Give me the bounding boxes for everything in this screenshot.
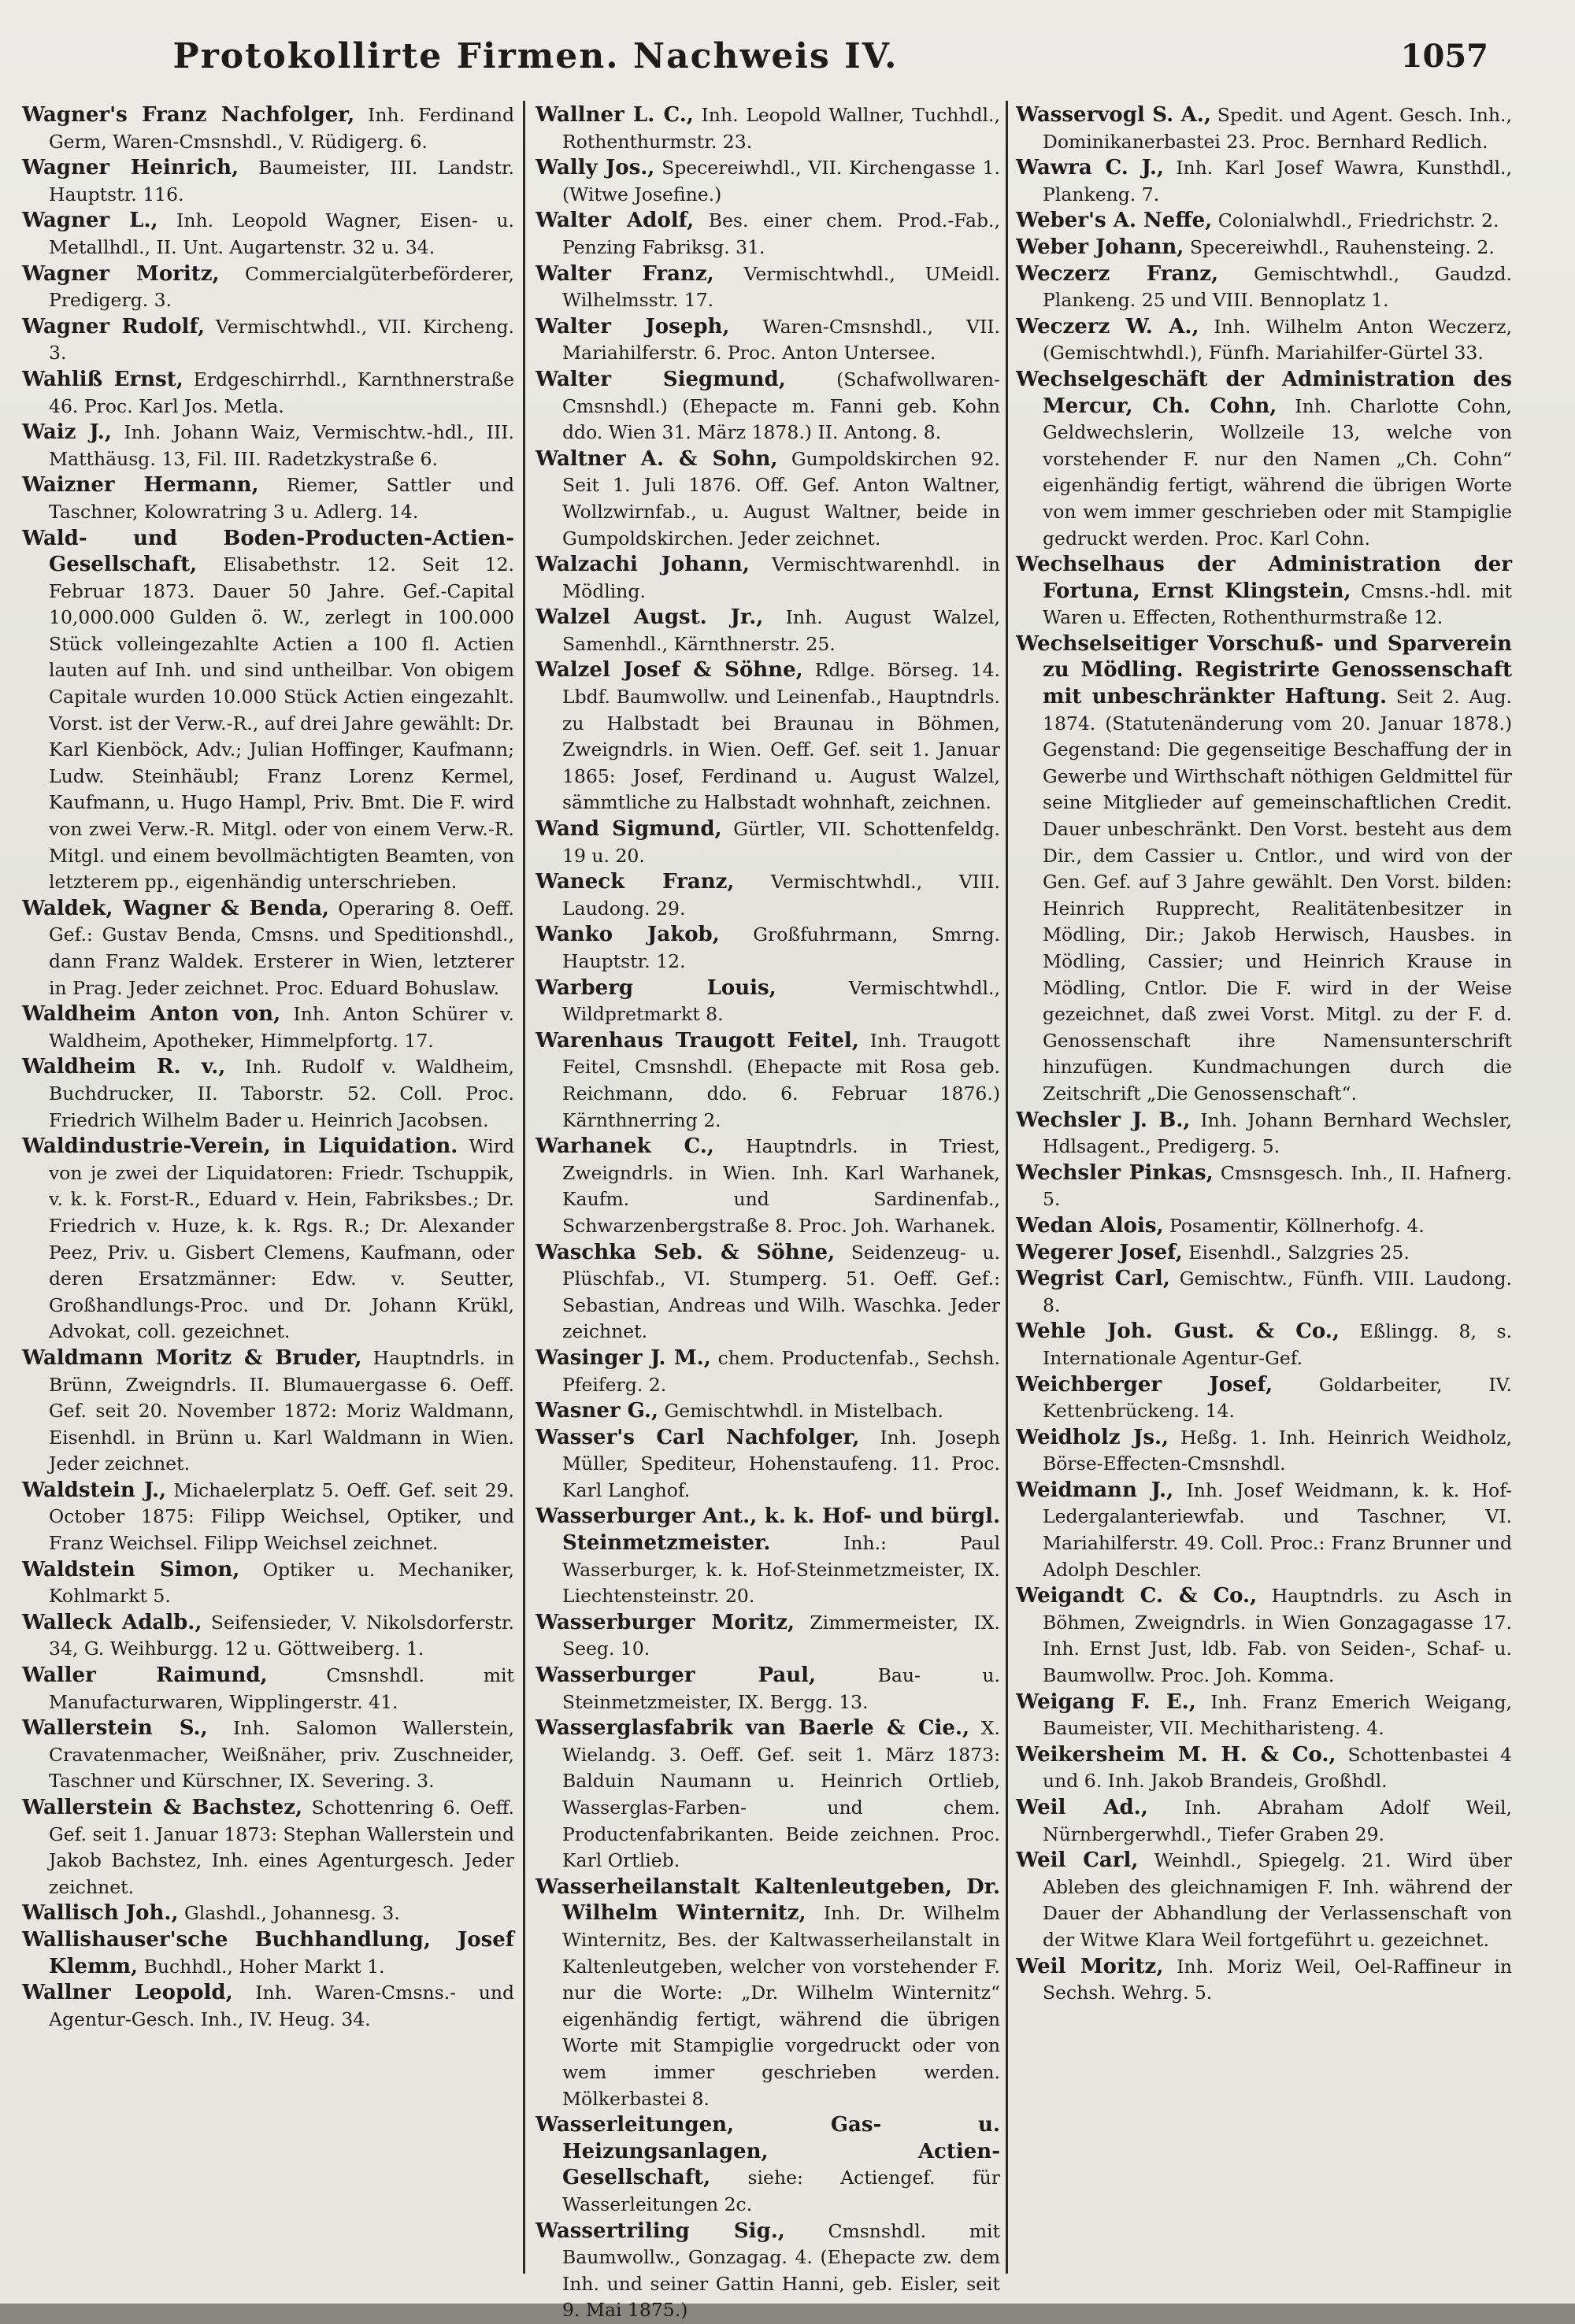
directory-entry	[1016, 1240, 1512, 1267]
directory-entry	[22, 1557, 514, 1610]
firm-name: Walter Siegmund,	[536, 367, 786, 391]
column-3	[1016, 102, 1512, 2275]
directory-entry	[1016, 314, 1512, 367]
column-divider	[523, 101, 525, 2274]
directory-entry	[536, 1874, 1000, 2112]
directory-entry	[1016, 208, 1512, 235]
firm-details: Bes. einer chem. Prod.-Fab., Penzing Fabriksg. 31.	[562, 209, 1000, 258]
firm-details: Operaring 8. Oeff. Gef.: Gustav Benda, Cmsns. und Speditionshdl., dann Franz Waldek. Ersterer in Wien, letzterer in Prag. Jeder zeichnet. Proc. Eduard Bohuslaw.	[49, 897, 514, 999]
firm-name: Walzachi Johann,	[536, 553, 750, 577]
directory-entry	[536, 1134, 1000, 1239]
firm-details: Inh. Franz Emerich Weigang, Baumeister, VII. Mechitharisteng. 4.	[1043, 1690, 1512, 1740]
directory-entry	[22, 1663, 514, 1715]
firm-name: Weil Ad.,	[1016, 1796, 1148, 1819]
firm-name: Wagner's Franz Nachfolger,	[22, 103, 355, 127]
directory-entry	[536, 657, 1000, 816]
firm-name: Waldstein J.,	[22, 1478, 167, 1502]
firm-name: Weichberger Josef,	[1016, 1372, 1273, 1397]
directory-entry	[1016, 261, 1512, 314]
firm-name: Weil Moritz,	[1016, 1954, 1164, 1978]
firm-name: Waldheim Anton von,	[22, 1002, 281, 1027]
firm-details: Inh. Johann Waiz, Vermischtw.-hdl., III. Matthäusg. 13, Fil. III. Radetzkystraße 6.	[49, 421, 514, 470]
directory-entry	[22, 1134, 514, 1345]
directory-entry	[1016, 1583, 1512, 1689]
firm-name: Wallerstein S.,	[22, 1716, 208, 1741]
directory-entry	[22, 314, 514, 367]
firm-name: Weidholz Js.,	[1016, 1425, 1169, 1449]
firm-name: Wasserburger Ant., k. k. Hof- und bürgl. Steinmetzmeister.	[536, 1504, 1000, 1556]
firm-name: Wasserburger Paul,	[536, 1663, 817, 1688]
firm-name: Wallner Leopold,	[22, 1981, 233, 2005]
firm-name: Weigandt C. & Co.,	[1016, 1584, 1258, 1608]
firm-name: Wasserleitungen, Gas- u. Heizungsanlagen, Actien-Gesellschaft,	[536, 2113, 1000, 2190]
directory-entry	[22, 472, 514, 525]
firm-details: Seit 2. Aug. 1874. (Statutenänderung vom 20. Januar 1878.) Gegenstand: Die gegenseitige Beschaffung der in Gewerbe und Wirthschaft nöthigen Geldmittel für seine Mitglieder auf gemeinschaftlichen Credit. Dauer unbeschränkt. Den Vorst. besteht aus dem Dir., dem Cassier u. Cntlor., und wird von der Gen. Gef. auf 3 Jahre gewählt. Den Vorst. bilden: Heinrich Rupprecht, Realitätenbesitzer in Mödling, Dir.; Jakob Herwisch, Hausbes. in Mödling, Cassier; und Heinrich Krause in Mödling, Cntlor. Die F. wird in der Weise gezeichnet, daß zwei Vorst. Mitgl. zu der F. d. Genossenschaft ihre Namensunterschrift hinzufügen. Kundmachungen durch die Zeitschrift „Die Genossenschaft“.	[1043, 686, 1512, 1105]
firm-details: Riemer, Sattler und Taschner, Kolowratring 3 u. Adlerg. 14.	[49, 474, 514, 523]
firm-details: Cmsns.-hdl. mit Waren u. Effecten, Rothenthurmstraße 12.	[1043, 579, 1513, 629]
directory-entry	[1016, 631, 1512, 1108]
directory-entry	[536, 1028, 1000, 1134]
firm-details: Buchhdl., Hoher Markt 1.	[138, 1955, 385, 1978]
directory-entry	[536, 208, 1000, 261]
firm-name: Wechselseitiger Vorschuß- und Sparverein zu Mödling. Registrirte Genossenschaft mit unbeschränkter Haftung.	[1016, 631, 1512, 709]
directory-entry	[536, 261, 1000, 314]
column-divider	[1006, 101, 1008, 2274]
firm-details: Schottenbastei 4 und 6. Inh. Jakob Brandeis, Großhdl.	[1043, 1743, 1512, 1793]
firm-details: Inh. Traugott Feitel, Cmsnshdl. (Ehepacte mit Rosa geb. Reichmann, ddo. 6. Februar 1876.) Kärnthnerring 2.	[562, 1029, 1000, 1131]
directory-entry	[1016, 1689, 1512, 1742]
directory-entry	[536, 314, 1000, 367]
firm-details: Bau- u. Steinmetzmeister, IX. Bergg. 13.	[562, 1664, 1000, 1713]
directory-entry	[1016, 1954, 1512, 2007]
firm-name: Weigang F. E.,	[1016, 1689, 1196, 1714]
firm-details: Goldarbeiter, IV. Kettenbrückeng. 14.	[1043, 1373, 1512, 1423]
directory-entry	[1016, 1319, 1512, 1371]
directory-entry	[536, 1504, 1000, 1609]
firm-name: Wagner Rudolf,	[22, 314, 206, 339]
firm-details: Gürtler, VII. Schottenfeldg. 19 u. 20.	[562, 818, 1000, 867]
firm-details: Gemischtw., Fünfh. VIII. Laudong. 8.	[1043, 1267, 1512, 1316]
firm-details: Elisabethstr. 12. Seit 12. Februar 1873. Dauer 50 Jahre. Gef.-Capital 10,000.000 Gulden ö. W., zerlegt in 100.000 Stück volleingezahlte Actien a 100 fl. Actien lauten auf Inh. und sind untheilbar. Von obigem Capitale wurden 10.000 Stück Actien eingezahlt. Vorst. ist der Verw.-R., auf drei Jahre gewählt: Dr. Karl Kienböck, Adv.; Julian Hoffinger, Kaufmann; Ludw. Steinhäubl; Franz Lorenz Kermel, Kaufmann, u. Hugo Hampl, Priv. Bmt. Die F. wird von zwei Verw.-R. Mitgl. oder von einem Verw.-R. Mitgl. und einem bevollmächtigten Beamten, von letzterem pp., eigenhändig unterschrieben.	[49, 553, 514, 894]
firm-name: Waschka Seb. & Söhne,	[536, 1240, 836, 1264]
firm-name: Waldek, Wagner & Benda,	[22, 896, 329, 920]
directory-entry	[22, 155, 514, 208]
firm-details: Hauptndrls. in Brünn, Zweigndrls. II. Blumauergasse 6. Oeff. Gef. seit 20. November 1872: Moriz Waldmann, Eisenhdl. in Brünn u. Karl Waldmann in Wien. Jeder zeichnet.	[49, 1346, 514, 1475]
directory-entry	[22, 261, 514, 314]
directory-entry	[1016, 367, 1512, 552]
directory-entry	[536, 155, 1000, 208]
firm-name: Wagner L.,	[22, 209, 158, 233]
firm-details: Inh. Salomon Wallerstein, Cravatenmacher, Weißnäher, priv. Zuschneider, Taschner und Kürschner, IX. Severing. 3.	[49, 1717, 514, 1793]
firm-name: Weber Johann,	[1016, 235, 1184, 259]
directory-entry	[1016, 1108, 1512, 1160]
directory-entry	[22, 102, 514, 155]
firm-details: Inh. Josef Weidmann, k. k. Hof-Ledergalanteriewfab. und Taschner, VI. Mariahilferstr. 49. Coll. Proc.: Franz Brunner und Adolph Deschler.	[1043, 1478, 1513, 1581]
firm-name: Walzel Josef & Söhne,	[536, 658, 803, 683]
firm-name: Waldheim R. v.,	[22, 1055, 226, 1079]
firm-name: Weczerz Franz,	[1016, 261, 1219, 286]
firm-details: Specereiwhdl., VII. Kirchengasse 1. (Witwe Josefine.)	[562, 157, 1000, 205]
firm-name: Warenhaus Traugott Feitel,	[536, 1028, 859, 1053]
firm-name: Wegerer Josef,	[1016, 1240, 1183, 1264]
firm-name: Weikersheim M. H. & Co.,	[1016, 1742, 1336, 1767]
directory-entry	[1016, 102, 1512, 155]
directory-entry	[22, 1345, 514, 1478]
firm-details: Zimmermeister, IX. Seeg. 10.	[562, 1611, 1001, 1660]
directory-entry	[536, 552, 1000, 605]
firm-details: Vermischtwarenhdl. in Mödling.	[562, 553, 1000, 602]
directory-entry	[1016, 1848, 1512, 1953]
firm-details: Inh. Ferdinand Germ, Waren-Cmsnshdl., V. Rüdigerg. 6.	[49, 104, 514, 153]
firm-details: Optiker u. Mechaniker, Kohlmarkt 5.	[49, 1558, 514, 1608]
firm-name: Wawra C. J.,	[1016, 156, 1164, 180]
firm-details: Hauptndrls. in Triest, Zweigndrls. in Wien. Inh. Karl Warhanek, Kaufm. und Sardinenfab., Schwarzenbergstraße 8. Proc. Joh. Warhanek.	[562, 1135, 1000, 1237]
directory-entry	[22, 208, 514, 261]
firm-details: Hauptndrls. zu Asch in Böhmen, Zweigndrls. in Wien Gonzagagasse 17. Inh. Ernst Just, ldb. Fab. von Seiden-, Schaf- u. Baumwollw. Proc. Joh. Komma.	[1043, 1585, 1512, 1687]
directory-entry	[22, 896, 514, 1001]
firm-name: Weil Carl,	[1016, 1848, 1139, 1873]
directory-entry	[22, 526, 514, 896]
firm-details: Vermischtwhdl., UMeidl. Wilhelmsstr. 17.	[562, 262, 1001, 312]
directory-entry	[22, 420, 514, 472]
firm-name: Wasser's Carl Nachfolger,	[536, 1425, 860, 1449]
directory-entry	[1016, 1425, 1512, 1478]
firm-name: Warhanek C.,	[536, 1134, 714, 1159]
firm-details: Gumpoldskirchen 92. Seit 1. Juli 1876. Off. Gef. Anton Waltner, Wollzwirnfab., u. August Waltner, beide in Gumpoldskirchen. Jeder zeichnet.	[562, 447, 1000, 550]
firm-name: Weber's A. Neffe,	[1016, 209, 1213, 233]
firm-name: Wechsler Pinkas,	[1016, 1160, 1214, 1185]
firm-details: Inh. Karl Josef Wawra, Kunsthdl., Plankeng. 7.	[1043, 157, 1512, 205]
firm-details: Posamentir, Köllnerhofg. 4.	[1163, 1214, 1425, 1237]
firm-details: Colonialwhdl., Friedrichstr. 2.	[1212, 209, 1499, 232]
firm-name: Wallishauser'sche Buchhandlung, Josef Klemm,	[22, 1927, 514, 1978]
directory-entry	[22, 1795, 514, 1900]
firm-details: Inh. Charlotte Cohn, Geldwechslerin, Wollzeile 13, welche von vorstehender F. nur den Namen „Ch. Cohn“ eigenhändig fertigt, während die übrigen Worte von wem immer geschrieben oder mit Stampiglie gedruckt werden. Proc. Karl Cohn.	[1043, 394, 1512, 550]
firm-name: Wanko Jakob,	[536, 923, 720, 947]
firm-name: Wegrist Carl,	[1016, 1267, 1170, 1291]
column-2	[536, 102, 1001, 2322]
directory-entry	[536, 1715, 1000, 1874]
firm-name: Weidmann J.,	[1016, 1478, 1174, 1502]
directory-entry	[536, 1425, 1000, 1504]
firm-details: Wird von je zwei der Liquidatoren: Friedr. Tschuppik, v. k. k. Forst-R., Eduard v. Hein, Fabriksbes.; Dr. Friedrich v. Huze, k. k. Rgs. R.; Dr. Alexander Peez, Priv. u. Gisbert Clemens, Kaufmann, oder deren Ersatzmänner: Edw. v. Seutter, Großhandlungs-Proc. und Dr. Johann Krükl, Advokat, coll. gezeichnet.	[49, 1135, 514, 1343]
directory-entry	[536, 1398, 1000, 1425]
firm-name: Wahliß Ernst,	[22, 367, 183, 391]
directory-entry	[22, 367, 514, 420]
directory-entry	[536, 975, 1000, 1028]
column-1	[22, 102, 514, 2275]
firm-details: Michaelerplatz 5. Oeff. Gef. seit 29. October 1875: Filipp Weichsel, Optiker, und Franz Weichsel. Filipp Weichsel zeichnet.	[49, 1478, 514, 1555]
page-number: 1057	[1400, 38, 1488, 75]
firm-details: Großfuhrmann, Smrng. Hauptstr. 12.	[562, 923, 1000, 972]
firm-details: Inh. Wilhelm Anton Weczerz, (Gemischtwhdl.), Fünfh. Mariahilfer-Gürtel 33.	[1043, 315, 1512, 365]
firm-details: Glashdl., Johannesg. 3.	[178, 1902, 400, 1925]
firm-details: Erdgeschirrhdl., Karnthnerstraße 46. Proc. Karl Jos. Metla.	[49, 368, 514, 417]
directory-entry	[536, 2219, 1000, 2324]
firm-name: Wechselhaus der Administration der Fortuna, Ernst Klingstein,	[1016, 553, 1512, 603]
firm-details: Vermischtwhdl., VIII. Laudong. 29.	[562, 871, 1000, 920]
firm-details: Inh. Johann Bernhard Wechsler, Hdlsagent., Predigerg. 5.	[1043, 1108, 1512, 1158]
firm-details: Inh. August Walzel, Samenhdl., Kärnthnerstr. 25.	[562, 606, 1001, 655]
firm-name: Wallner L. C.,	[536, 103, 694, 127]
firm-details: Gemischtwhdl., Gaudzd. Plankeng. 25 und VIII. Bennoplatz 1.	[1043, 262, 1513, 312]
directory-entry	[1016, 1213, 1512, 1240]
firm-details: Spedit. und Agent. Gesch. Inh., Dominikanerbastei 23. Proc. Bernhard Redlich.	[1043, 104, 1512, 153]
firm-details: (Schafwollwaren-Cmsnshdl.) (Ehepacte m. Fanni geb. Kohn ddo. Wien 31. März 1878.) II. Antong. 8.	[562, 368, 1000, 444]
firm-name: Wallerstein & Bachstez,	[22, 1796, 303, 1819]
firm-name: Wasserheilanstalt Kaltenleutgeben, Dr. Wilhelm Winternitz,	[536, 1874, 1000, 1926]
firm-details: chem. Productenfab., Sechsh. Pfeiferg. 2.	[562, 1346, 1000, 1396]
directory-entry	[536, 1345, 1000, 1398]
firm-name: Waller Raimund,	[22, 1663, 268, 1688]
firm-name: Wand Sigmund,	[536, 817, 722, 842]
directory-entry	[1016, 1478, 1512, 1583]
firm-details: Vermischtwhdl., VII. Kircheng. 3.	[49, 315, 514, 365]
directory-entry	[536, 446, 1000, 552]
directory-entry	[22, 1478, 514, 1557]
firm-name: Waldstein Simon,	[22, 1557, 240, 1582]
firm-name: Wassertriling Sig.,	[536, 2219, 785, 2243]
firm-name: Walter Adolf,	[536, 209, 695, 233]
firm-name: Wechselgeschäft der Administration des Mercur, Ch. Cohn,	[1016, 367, 1512, 418]
directory-entry	[1016, 1372, 1512, 1425]
firm-name: Wagner Moritz,	[22, 261, 220, 286]
directory-entry	[536, 869, 1000, 922]
firm-details: Weinhdl., Spiegelg. 21. Wird über Ableben des gleichnamigen F. Inh. während der Dauer der Abhandlung der Verlassenschaft von der Witwe Klara Weil fortgeführt u. gezeichnet.	[1043, 1849, 1512, 1951]
directory-entry	[536, 1240, 1000, 1345]
firm-details: Schottenring 6. Oeff. Gef. seit 1. Januar 1873: Stephan Wallerstein und Jakob Bachstez, Inh. eines Agenturgesch. Jeder zeichnet.	[49, 1797, 515, 1898]
directory-entry	[1016, 1160, 1512, 1213]
firm-name: Waltner A. & Sohn,	[536, 446, 778, 471]
directory-entry	[22, 1001, 514, 1054]
firm-details: Seidenzeug- u. Plüschfab., VI. Stumperg. 51. Oeff. Gef.: Sebastian, Andreas und Wilh. Waschka. Jeder zeichnet.	[562, 1241, 1001, 1343]
firm-name: Wasserburger Moritz,	[536, 1610, 795, 1634]
directory-entry	[1016, 1742, 1512, 1795]
firm-details: Rdlge. Börseg. 14. Lbdf. Baumwollw. und Leinenfab., Hauptndrls. zu Halbstadt bei Braunau in Böhmen, Zweigndrls. in Wien. Oeff. Gef. seit 1. Januar 1865: Josef, Ferdinand u. August Walzel, sämmtliche zu Halbstadt wohnhaft, zeichnen.	[562, 659, 1000, 814]
directory-entry	[1016, 155, 1512, 208]
directory-entry	[536, 2112, 1000, 2218]
firm-details: Seifensieder, V. Nikolsdorferstr. 34, G. Weihburgg. 12 u. Göttweiberg. 1.	[49, 1611, 514, 1660]
firm-name: Wasner G.,	[536, 1399, 658, 1423]
firm-details: Specereiwhdl., Rauhensteing. 2.	[1184, 235, 1495, 258]
firm-name: Waizner Hermann,	[22, 473, 259, 498]
firm-name: Waiz J.,	[22, 420, 112, 445]
directory-entry	[22, 1610, 514, 1663]
directory-entry	[22, 1054, 514, 1134]
directory-entry	[22, 1980, 514, 2033]
firm-details: Inh. Rudolf v. Waldheim, Buchdrucker, II. Taborstr. 52. Coll. Proc. Friedrich Wilhelm Bader u. Heinrich Jacobsen.	[49, 1056, 514, 1131]
directory-entry	[1016, 235, 1512, 261]
firm-details: Cmsnshdl. mit Manufacturwaren, Wipplingerstr. 41.	[49, 1664, 515, 1713]
firm-details: Inh. Leopold Wagner, Eisen- u. Metallhdl., II. Unt. Augartenstr. 32 u. 34.	[49, 209, 515, 258]
firm-details: Inh. Anton Schürer v. Waldheim, Apotheker, Himmelpfortg. 17.	[49, 1003, 514, 1052]
page-header	[0, 36, 1575, 83]
firm-details: Inh. Dr. Wilhelm Winternitz, Bes. der Kaltwasserheilanstalt in Kaltenleutgeben, welcher von vorstehender F. nur die Worte: „Dr. Wilhelm Winternitz“ eigenhändig fertigt, während die übrigen Worte mit Stampiglie vorgedruckt oder von wem immer geschrieben werden. Mölkerbastei 8.	[562, 1902, 1001, 2110]
firm-details: Cmsnsgesch. Inh., II. Hafnerg. 5.	[1043, 1161, 1512, 1211]
firm-details: Waren-Cmsnshdl., VII. Mariahilferstr. 6. Proc. Anton Untersee.	[562, 315, 1000, 365]
directory-entry	[536, 922, 1000, 975]
firm-name: Wasinger J. M.,	[536, 1345, 711, 1370]
firm-name: Wedan Alois,	[1016, 1213, 1164, 1238]
directory-entry	[536, 605, 1000, 657]
directory-entry	[536, 816, 1000, 869]
firm-name: Waldindustrie-Verein, in Liquidation.	[22, 1134, 458, 1159]
firm-name: Warberg Louis,	[536, 975, 776, 1000]
firm-details: Inh. Waren-Cmsns.- und Agentur-Gesch. Inh., IV. Heug. 34.	[49, 1982, 515, 2030]
directory-entry	[536, 367, 1000, 446]
firm-details: Vermischtwhdl., Wildpretmarkt 8.	[562, 976, 1000, 1026]
firm-name: Walleck Adalb.,	[22, 1610, 202, 1634]
directory-entry	[536, 102, 1000, 155]
directory-entry	[536, 1663, 1000, 1715]
firm-details: Inh. Moriz Weil, Oel-Raffineur in Sechsh. Wehrg. 5.	[1043, 1955, 1512, 2004]
firm-details: Gemischtwhdl. in Mistelbach.	[658, 1400, 943, 1423]
firm-name: Wally Jos.,	[536, 156, 655, 180]
firm-name: Wasserglasfabrik van Baerle & Cie.,	[536, 1716, 970, 1741]
firm-name: Walter Franz,	[536, 261, 714, 286]
directory-entry	[1016, 1266, 1512, 1319]
firm-details: Eisenhdl., Salzgries 25.	[1182, 1241, 1410, 1264]
firm-name: Wasservogl S. A.,	[1016, 103, 1211, 127]
firm-details: Inh. Joseph Müller, Spediteur, Hohenstaufeng. 11. Proc. Karl Langhof.	[562, 1426, 1000, 1501]
firm-details: Eßlingg. 8, s. Internationale Agentur-Gef.	[1043, 1320, 1513, 1369]
firm-details: Inh. Abraham Adolf Weil, Nürnbergerwhdl., Tiefer Graben 29.	[1043, 1797, 1512, 1845]
page-title: Protokollirte Firmen. Nachweis IV.	[172, 36, 899, 76]
firm-name: Wagner Heinrich,	[22, 156, 239, 180]
firm-details: Heßg. 1. Inh. Heinrich Weidholz, Börse-Effecten-Cmsnshdl.	[1043, 1426, 1512, 1475]
firm-details: Cmsnshdl. mit Baumwollw., Gonzagag. 4. (Ehepacte zw. dem Inh. und seiner Gattin Hanni, geb. Eisler, seit 9. Mai 1875.)	[562, 2219, 1000, 2322]
firm-name: Wallisch Joh.,	[22, 1901, 179, 1926]
firm-details: Inh. Leopold Wallner, Tuchhdl., Rothenthurmstr. 23.	[562, 104, 1001, 153]
directory-entry	[22, 1900, 514, 1927]
directory-entry	[22, 1927, 514, 1980]
firm-name: Weczerz W. A.,	[1016, 314, 1199, 339]
firm-name: Wehle Joh. Gust. & Co.,	[1016, 1319, 1340, 1344]
firm-details: X. Wielandg. 3. Oeff. Gef. seit 1. März 1873: Balduin Naumann u. Heinrich Ortlieb, Wasserglas-Farben- und chem. Productenfabrikanten. Beide zeichnen. Proc. Karl Ortlieb.	[562, 1717, 1000, 1872]
firm-details: siehe: Actiengef. für Wasserleitungen 2c.	[562, 2167, 1000, 2215]
firm-name: Waldmann Moritz & Bruder,	[22, 1345, 362, 1370]
firm-name: Waneck Franz,	[536, 870, 735, 894]
directory-entry	[536, 1610, 1000, 1663]
directory-entry	[1016, 552, 1512, 631]
firm-name: Wald- und Boden-Producten-Actien-Gesellschaft,	[22, 526, 514, 577]
firm-details: Commercialgüterbeförderer, Predigerg. 3.	[49, 262, 514, 312]
firm-details: Inh.: Paul Wasserburger, k. k. Hof-Steinmetzmeister, IX. Liechtensteinstr. 20.	[562, 1532, 1000, 1608]
firm-name: Walzel Augst. Jr.,	[536, 605, 764, 630]
directory-entry	[1016, 1795, 1512, 1848]
firm-name: Wechsler J. B.,	[1016, 1108, 1191, 1132]
directory-entry	[22, 1715, 514, 1795]
firm-details: Baumeister, III. Landstr. Hauptstr. 116.	[49, 157, 514, 205]
firm-name: Walter Joseph,	[536, 314, 730, 339]
